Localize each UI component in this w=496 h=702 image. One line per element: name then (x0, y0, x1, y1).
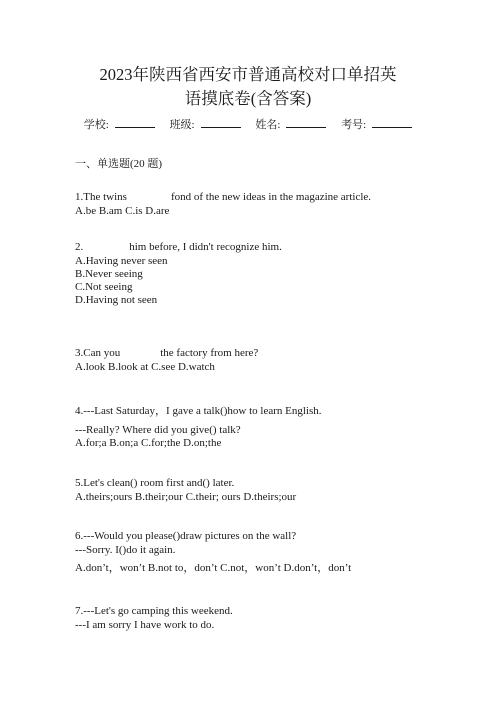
question-2-stem: 2. him before, I didn't recognize him. (75, 241, 282, 253)
question-2-option-b: B.Never seeing (75, 268, 143, 280)
document-title-line1: 2023年陕西省西安市普通高校对口单招英 (99, 65, 397, 84)
name-field: 姓名: (252, 119, 329, 131)
document-title-line2: 语摸底卷(含答案) (184, 89, 312, 108)
question-3-options: A.look B.look at C.see D.watch (75, 361, 215, 373)
section-heading: 一、单选题(20 题) (75, 158, 163, 170)
question-4-options: A.for;a B.on;a C.for;the D.on;the (75, 437, 222, 449)
question-4-stem: 4.---Last Saturday，I gave a talk()how to learn English. (75, 405, 322, 417)
question-7-dialogue: ---I am sorry I have work to do. (75, 619, 215, 631)
question-2-option-c: C.Not seeing (75, 281, 133, 293)
question-6-stem: 6.---Would you please()draw pictures on the wall? (75, 530, 297, 542)
exam-number-field: 考号: (338, 119, 415, 131)
question-3-stem: 3.Can you the factory from here? (75, 347, 259, 359)
question-5-stem: 5.Let's clean() room first and() later. (75, 477, 235, 489)
question-6-dialogue: ---Sorry. I()do it again. (75, 544, 176, 556)
question-5-options: A.theirs;ours B.their;our C.their; ours D.theirs;our (75, 491, 297, 503)
student-info-line (0, 117, 496, 132)
class-field: 班级: (167, 119, 244, 131)
question-2-option-d: D.Having not seen (75, 294, 158, 306)
question-1-stem: 1.The twins fond of the new ideas in the magazine article. (75, 191, 372, 203)
question-6-options: A.don’t，won’t B.not to，don’t C.not，won’t D.don’t，don’t (75, 562, 352, 574)
school-field: 学校: (81, 119, 158, 131)
question-4-dialogue: ---Really? Where did you give() talk? (75, 424, 241, 436)
question-2-option-a: A.Having never seen (75, 255, 168, 267)
question-7-stem: 7.---Let's go camping this weekend. (75, 605, 233, 617)
question-1-options: A.be B.am C.is D.are (75, 205, 170, 217)
